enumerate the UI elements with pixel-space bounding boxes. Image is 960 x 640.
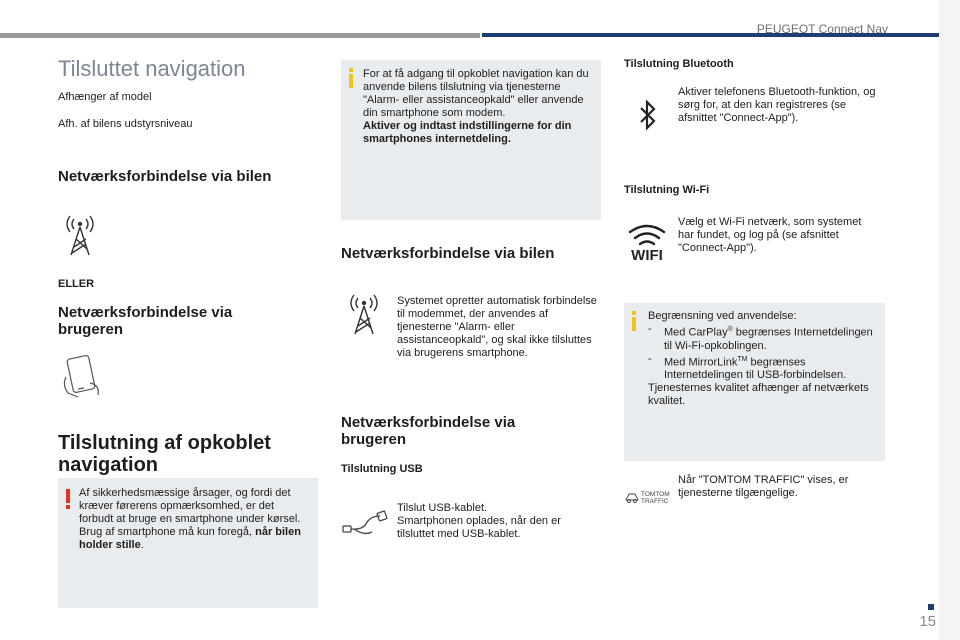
info-mark-icon (349, 68, 353, 88)
tomtom-label-1: TOMTOM (641, 491, 670, 498)
heading-user-network: Netværksforbindelse via brugeren (58, 304, 233, 338)
page-number: 15 (919, 613, 936, 630)
smartphone-hand-icon (60, 355, 106, 399)
info-bold: Aktiver og indtast indstillingerne for din smartphones internetdeling. (363, 120, 572, 145)
header-rule-grey (0, 33, 480, 38)
or-label: ELLER (58, 278, 95, 290)
info-text (363, 68, 595, 146)
tomtom-traffic-icon (624, 488, 670, 506)
info-box-limits (624, 303, 885, 461)
page-marker (928, 604, 934, 610)
wifi-icon (624, 222, 670, 262)
heading-car-network: Netværksforbindelse via bilen (58, 168, 272, 185)
bluetooth-icon (638, 99, 658, 131)
limits-outro: Tjenesternes kvalitet afhænger af netværkets kvalitet. (648, 382, 869, 408)
antenna-icon (60, 213, 100, 257)
warning-text (79, 487, 311, 552)
tomtom-label-2: TRAFFIC (641, 498, 669, 505)
tomtom-text: Når "TOMTOM TRAFFIC" vises, er tjenesterne tilgængelige. (678, 474, 849, 499)
limits-intro: Begrænsning ved anvendelse: (648, 310, 797, 322)
usb-text (397, 502, 597, 541)
heading-car-network-2: Netværksforbindelse via bilen (341, 245, 555, 262)
warning-mark-icon (66, 489, 70, 509)
info-mark-icon (632, 311, 636, 331)
heading-connected-nav: Tilslutning af opkoblet navigation (58, 432, 271, 476)
wifi-heading: Tilslutning Wi-Fi (624, 184, 710, 196)
equipment-note: Afh. af bilens udstyrsniveau (58, 118, 193, 130)
usb-text-2: Smartphonen oplades, når den er tilsluttet med USB-kablet. (397, 515, 561, 540)
limits-text (648, 310, 880, 408)
info-box-access (341, 60, 601, 220)
bluetooth-heading: Tilslutning Bluetooth (624, 58, 734, 70)
model-note: Afhænger af model (58, 91, 152, 103)
header-title: PEUGEOT Connect Nav (756, 22, 888, 36)
wifi-icon-label: WIFI (631, 247, 663, 264)
warning-box (58, 478, 318, 608)
limits-bullet-mirrorlink: - Med MirrorLink™ begrænses Internetdelingen til USB-forbindelsen. (648, 352, 847, 382)
warning-end: . (140, 539, 144, 551)
bluetooth-text: Aktiver telefonens Bluetooth-funktion, og sørg for, at den kan registreres (se afsnittet "Connect-App"). (678, 86, 876, 124)
antenna-icon (344, 292, 384, 336)
info-paragraph: For at få adgang til opkoblet navigation kan du anvende bilens tilslutning via tjenesterne "Alarm- eller assistanceopkald" eller anvende din smartphone som modem. (363, 68, 589, 119)
car-network-text: Systemet opretter automatisk forbindelse til modemmet, der anvendes af tjenesterne "Alarm- eller assistanceopkald", og skal ikke tilsluttes via brugerens smartphone. (397, 295, 597, 359)
warning-paragraph-1: Af sikkerhedsmæssige årsager, og fordi det kræver førerens opmærksomhed, er det forbudt at bruge en smartphone under kørsel. (79, 487, 301, 525)
page-edge-strip (939, 0, 960, 640)
heading-user-network-2: Netværksforbindelse via brugeren (341, 414, 516, 448)
usb-heading: Tilslutning USB (341, 463, 423, 475)
warning-bold: når bilen holder stille (79, 526, 301, 551)
usb-cable-icon (342, 506, 388, 540)
usb-text-1: Tilslut USB-kablet. (397, 502, 488, 514)
limits-bullet-carplay: - Med CarPlay® begrænses Internetdelingen til Wi-Fi-opkoblingen. (648, 323, 873, 352)
wifi-text: Vælg et Wi-Fi netværk, som systemet har fundet, og log på (se afsnittet "Connect-App"). (678, 216, 862, 254)
warning-paragraph-2: Brug af smartphone må kun foregå, (79, 526, 256, 538)
page-title: Tilsluttet navigation (58, 56, 246, 81)
